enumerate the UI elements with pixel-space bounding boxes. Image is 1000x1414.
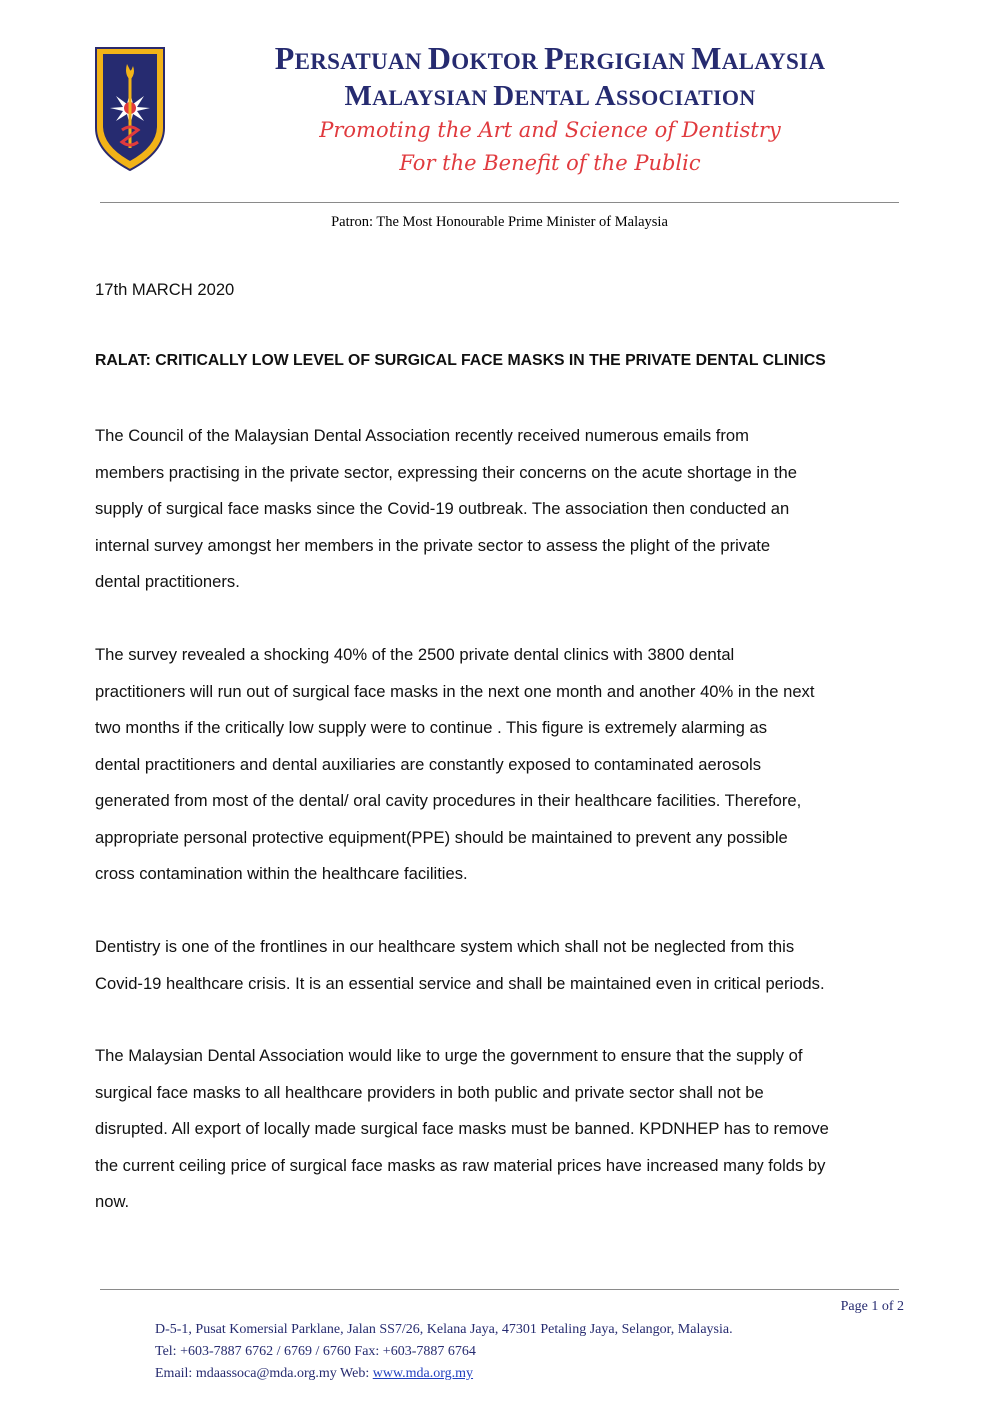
paragraph-line: two months if the critically low supply were to continue . This figure is extremely alarming as [95, 718, 768, 737]
paragraph-line: practitioners will run out of surgical face masks in the next one month and another 40% in the next [95, 681, 815, 701]
slogan-line-2: For the Benefit of the Public [399, 151, 701, 175]
letter-date: 17th MARCH 2020 [95, 280, 235, 299]
paragraph-2 [95, 637, 905, 893]
paragraph-line: dental practitioners. [95, 572, 240, 591]
association-name-malay: PERSATUAN DOKTOR PERGIGIAN MALAYSIA [274, 40, 826, 76]
paragraph-line: Covid-19 healthcare crisis. It is an essential service and shall be maintained even in critical periods. [95, 973, 825, 993]
paragraph-line: supply of surgical face masks since the Covid-19 outbreak. The association then conducted an [95, 499, 790, 518]
page-number: Page 1 of 2 [840, 1299, 904, 1314]
slogan-line-1: Promoting the Art and Science of Dentistry [319, 118, 781, 142]
paragraph-line: appropriate personal protective equipment(PPE) should be maintained to prevent any possible [95, 827, 788, 847]
paragraph-4 [95, 1038, 905, 1221]
paragraph-line: disrupted. All export of locally made surgical face masks must be banned. KPDNHEP has to remove [95, 1119, 829, 1138]
paragraph-3 [95, 929, 905, 1002]
paragraph-line: dental practitioners and dental auxiliaries are constantly exposed to contaminated aerosols [95, 754, 761, 774]
footer-divider [100, 1289, 899, 1290]
letter-subject: RALAT: CRITICALLY LOW LEVEL OF SURGICAL FACE MASKS IN THE PRIVATE DENTAL CLINICS [95, 352, 826, 369]
paragraph-line: surgical face masks to all healthcare providers in both public and private sector shall not be [95, 1082, 764, 1102]
patron-line: Patron: The Most Honourable Prime Minister of Malaysia [331, 214, 668, 230]
paragraph-line: The Council of the Malaysian Dental Association recently received numerous emails from [95, 426, 749, 445]
paragraph-line: members practising in the private sector, expressing their concerns on the acute shortage in the [95, 462, 797, 482]
paragraph-line: cross contamination within the healthcare facilities. [95, 864, 468, 883]
paragraph-line: generated from most of the dental/ oral cavity procedures in their healthcare facilities. Therefore, [95, 791, 802, 810]
paragraph-line: Dentistry is one of the frontlines in our healthcare system which shall not be neglected from this [95, 937, 795, 956]
header-divider [100, 202, 899, 203]
footer-contact [155, 1366, 915, 1382]
paragraph-line: internal survey amongst her members in the private sector to assess the plight of the private [95, 535, 771, 555]
association-name-english: MALAYSIAN DENTAL ASSOCIATION [344, 80, 756, 112]
paragraph-1 [95, 418, 905, 601]
footer-email: Email: mdaassoca@mda.org.my Web: [155, 1366, 373, 1381]
footer-address: D-5-1, Pusat Komersial Parklane, Jalan SS7/26, Kelana Jaya, 47301 Petaling Jaya, Selangor, Malaysia. [155, 1322, 733, 1337]
paragraph-line: The survey revealed a shocking 40% of the 2500 private dental clinics with 3800 dental [95, 645, 735, 664]
paragraph-line: now. [95, 1192, 130, 1211]
mda-crest-icon [94, 44, 166, 172]
website-link[interactable]: www.mda.org.my [372, 1366, 474, 1381]
footer-phone: Tel: +603-7887 6762 / 6769 / 6760 Fax: +603-7887 6764 [155, 1344, 476, 1359]
paragraph-line: the current ceiling price of surgical face masks as raw material prices have increased many folds by [95, 1155, 826, 1175]
paragraph-line: The Malaysian Dental Association would like to urge the government to ensure that the supply of [95, 1046, 803, 1065]
